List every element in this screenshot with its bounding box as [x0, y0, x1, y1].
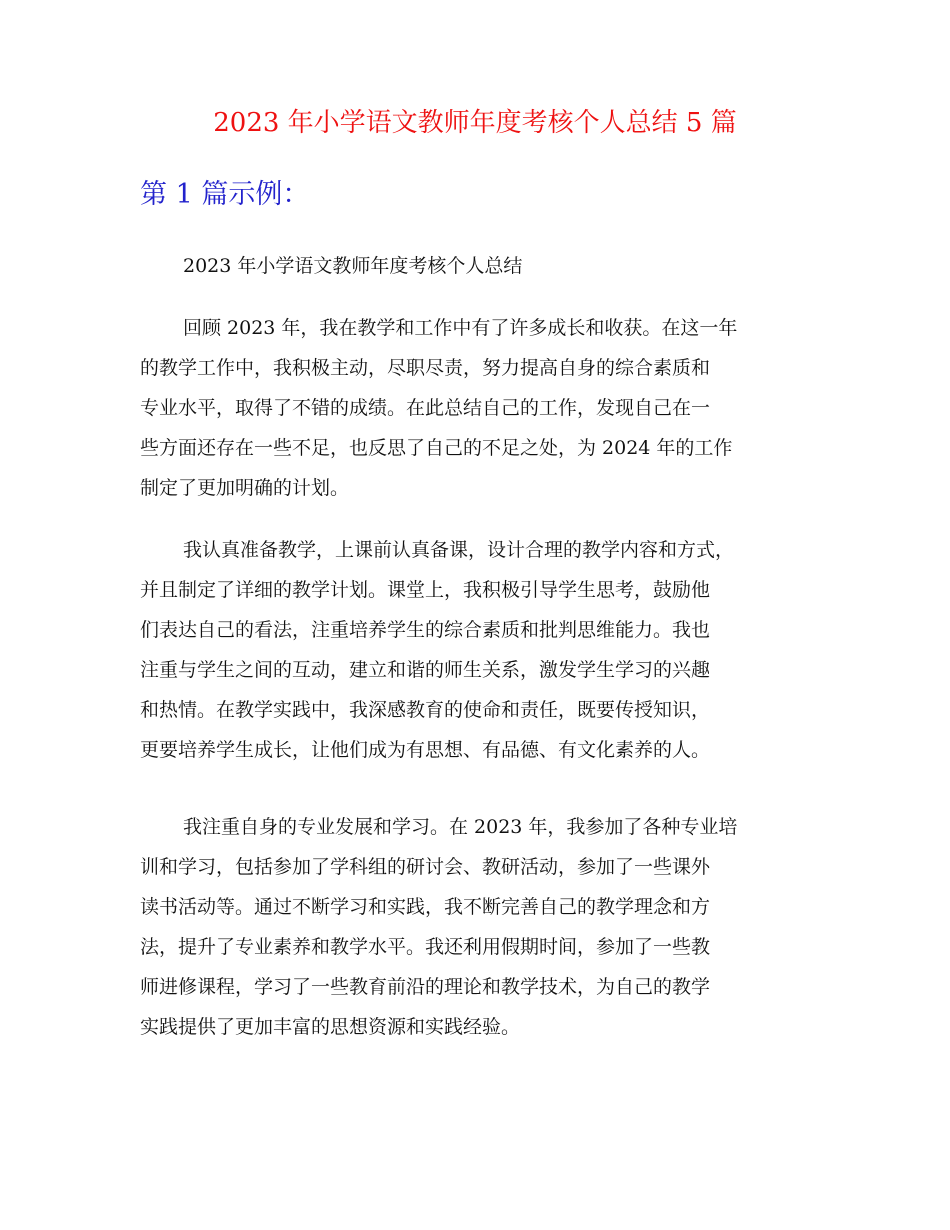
- paragraph-line: 我注重自身的专业发展和学习。在 2023 年，我参加了各种专业培: [183, 816, 738, 838]
- section-heading: 第 1 篇示例：: [140, 179, 310, 210]
- paragraph-line: 师进修课程，学习了一些教育前沿的理论和教学技术，为自己的教学: [140, 976, 711, 998]
- paragraph-line: 制定了更加明确的计划。: [140, 477, 350, 499]
- paragraph-line: 的教学工作中，我积极主动，尽职尽责，努力提高自身的综合素质和: [140, 357, 711, 379]
- paragraph-teaching: [140, 530, 840, 770]
- paragraph-line: 我认真准备教学，上课前认真备课，设计合理的教学内容和方式，: [183, 539, 735, 561]
- paragraph-line: 回顾 2023 年，我在教学和工作中有了许多成长和收获。在这一年: [183, 317, 738, 339]
- paragraph-line: 更要培养学生成长，让他们成为有思想、有品德、有文化素养的人。: [140, 739, 711, 761]
- paragraph-line: 和热情。在教学实践中，我深感教育的使命和责任，既要传授知识，: [140, 699, 711, 721]
- paragraph-line: 并且制定了详细的教学计划。课堂上，我积极引导学生思考，鼓励他: [140, 579, 711, 601]
- document-title: 2023 年小学语文教师年度考核个人总结 5 篇: [213, 108, 737, 138]
- paragraph-line: 训和学习，包括参加了学科组的研讨会、教研活动，参加了一些课外: [140, 856, 711, 878]
- paragraph-line: 读书活动等。通过不断学习和实践，我不断完善自己的教学理念和方: [140, 896, 711, 918]
- essay-subtitle: 2023 年小学语文教师年度考核个人总结: [183, 255, 523, 277]
- paragraph-review: [140, 308, 840, 508]
- paragraph-line: 法，提升了专业素养和教学水平。我还利用假期时间，参加了一些教: [140, 936, 711, 958]
- paragraph-line: 注重与学生之间的互动，建立和谐的师生关系，激发学生学习的兴趣: [140, 659, 711, 681]
- paragraph-line: 实践提供了更加丰富的思想资源和实践经验。: [140, 1016, 521, 1038]
- paragraph-development: [140, 807, 840, 1047]
- paragraph-line: 们表达自己的看法，注重培养学生的综合素质和批判思维能力。我也: [140, 619, 711, 641]
- paragraph-line: 些方面还存在一些不足，也反思了自己的不足之处，为 2024 年的工作: [140, 437, 733, 459]
- paragraph-line: 专业水平，取得了不错的成绩。在此总结自己的工作，发现自己在一: [140, 397, 711, 419]
